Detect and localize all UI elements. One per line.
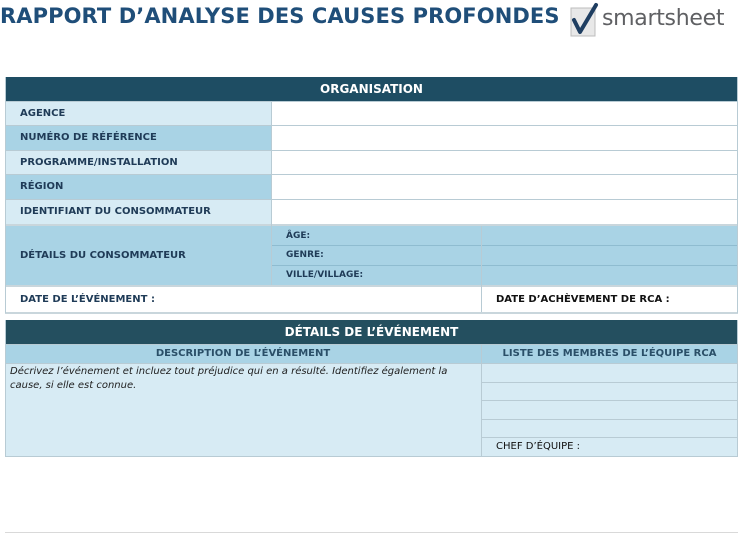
smartsheet-logo: [568, 2, 736, 40]
members-header: LISTE DES MEMBRES DE L’ÉQUIPE RCA: [481, 344, 738, 363]
reference-number-label: NUMÉRO DE RÉFÉRENCE: [5, 125, 271, 150]
logo-wordmark: smartsheet: [602, 6, 725, 31]
description-header: DESCRIPTION DE L’ÉVÉNEMENT: [5, 344, 481, 363]
region-label: RÉGION: [5, 174, 271, 199]
rca-completion-date-label[interactable]: DATE D’ACHÈVEMENT DE RCA :: [481, 287, 738, 312]
member-row[interactable]: [481, 363, 738, 382]
event-details-heading: DÉTAILS DE L’ÉVÉNEMENT: [5, 320, 738, 344]
program-facility-field[interactable]: [271, 150, 738, 174]
bottom-divider: [5, 532, 738, 533]
gender-field[interactable]: [481, 245, 738, 265]
city-village-label: VILLE/VILLAGE:: [271, 265, 481, 285]
consumer-id-field[interactable]: [271, 199, 738, 224]
member-row[interactable]: [481, 419, 738, 437]
event-date-label[interactable]: DATE DE L’ÉVÉNEMENT :: [5, 287, 481, 312]
team-lead-label[interactable]: CHEF D’ÉQUIPE :: [481, 437, 738, 456]
consumer-details-label: DÉTAILS DU CONSOMMATEUR: [5, 226, 271, 285]
checkmark-logo-icon: [568, 2, 604, 40]
program-facility-label: PROGRAMME/INSTALLATION: [5, 150, 271, 174]
agency-label: AGENCE: [5, 101, 271, 125]
agency-field[interactable]: [271, 101, 738, 125]
page-title: RAPPORT D’ANALYSE DES CAUSES PROFONDES: [0, 4, 560, 28]
member-row[interactable]: [481, 400, 738, 419]
description-placeholder: Décrivez l’événement et incluez tout préjudice qui en a résulté. Identifiez également la cause, si elle est connue.: [10, 366, 448, 391]
gender-label: GENRE:: [271, 245, 481, 265]
city-village-field[interactable]: [481, 265, 738, 285]
age-field[interactable]: [481, 226, 738, 245]
member-row[interactable]: [481, 382, 738, 400]
consumer-id-label: IDENTIFIANT DU CONSOMMATEUR: [5, 199, 271, 224]
region-field[interactable]: [271, 174, 738, 199]
age-label: ÂGE:: [271, 226, 481, 245]
reference-number-field[interactable]: [271, 125, 738, 150]
organisation-heading: ORGANISATION: [5, 77, 738, 101]
